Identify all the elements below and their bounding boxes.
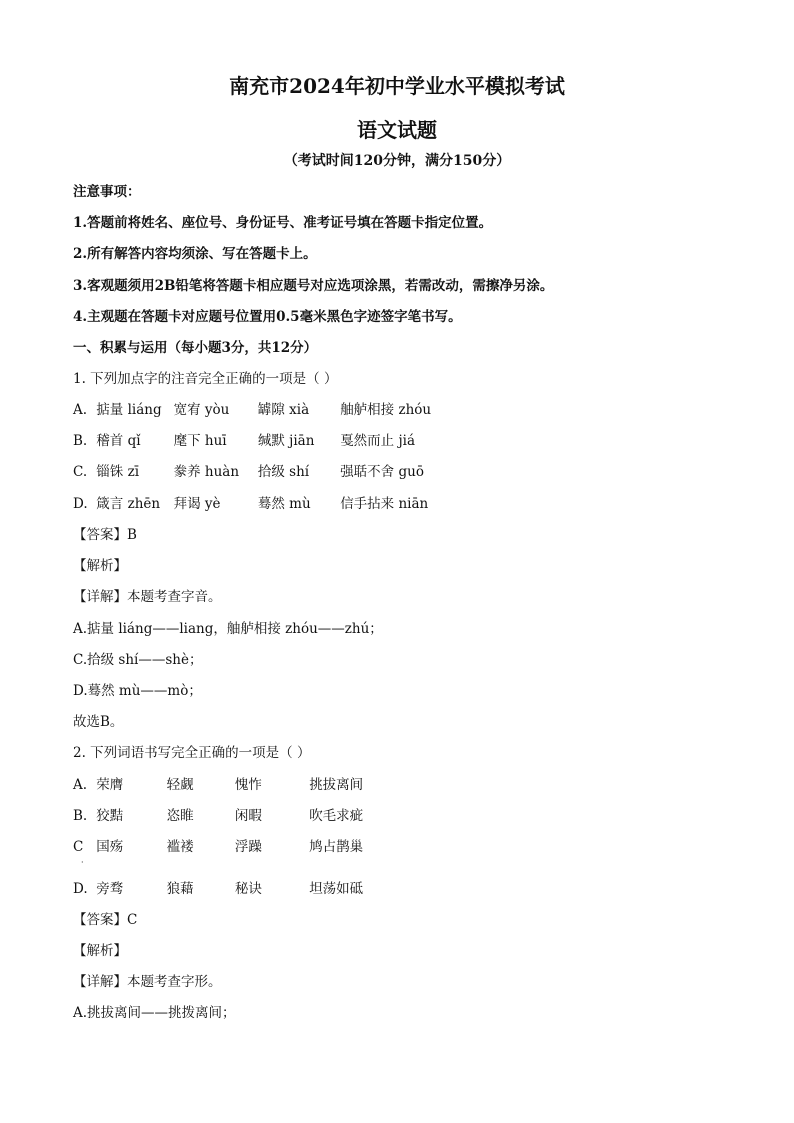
note-text: D.蓦然 mù——mò；: [73, 683, 202, 699]
option-row: [73, 495, 428, 513]
analysis-label: 【解析】: [73, 558, 127, 574]
option-row: [73, 838, 363, 856]
question-stem: 1. 下列加点字的注音完全正确的一项是（ ）: [73, 371, 338, 387]
option-word: 宽宥 yòu: [173, 402, 230, 418]
section-heading: 一、积累与运用（每小题3分，共12分）: [73, 340, 318, 356]
option-word: 恣睢: [166, 808, 194, 824]
option-word: 拜谒 yè: [173, 496, 221, 512]
option-key: A.: [73, 402, 88, 418]
option-row: [73, 776, 363, 794]
option-row: [73, 401, 431, 419]
option-word: 吹毛求疵: [309, 808, 364, 824]
question-stem: 2. 下列词语书写完全正确的一项是（ ）: [73, 745, 311, 761]
option-word: 狡黠: [96, 808, 124, 824]
option-word: 挑拔离间: [309, 777, 364, 793]
notice-item: 3.客观题须用2B铅笔将答题卡相应题号对应选项涂黑，若需改动，需擦净另涂。: [73, 278, 554, 294]
option-word: 褴褛: [166, 839, 194, 855]
option-word: 罅隙 xià: [257, 402, 310, 418]
option-word: 稽首 qǐ: [96, 433, 141, 449]
option-key: D.: [73, 496, 88, 512]
option-word: 狼藉: [166, 881, 194, 897]
notice-heading: 注意事项：: [73, 184, 141, 200]
option-key: A.: [73, 777, 88, 793]
option-key: D.: [73, 881, 88, 897]
option-word: 掂量 liáng: [96, 402, 162, 418]
option-word: 闲暇: [234, 808, 262, 824]
option-word: 国殇: [96, 839, 124, 855]
conclusion-text: 故选B。: [73, 714, 124, 730]
option-word: 信手拈来 niān: [340, 496, 429, 512]
option-word: 秘诀: [234, 881, 262, 897]
option-word: 拾级 shí: [257, 464, 310, 480]
option-key: C.: [73, 464, 88, 480]
option-key: C: [73, 839, 84, 855]
option-word: 舳舻相接 zhóu: [340, 402, 432, 418]
option-word: 浮躁: [234, 839, 262, 855]
notice-item: 2.所有解答内容均须涂、写在答题卡上。: [73, 246, 317, 262]
detail-text: 【详解】本题考查字形。: [73, 974, 222, 990]
option-word: 坦荡如砥: [309, 881, 364, 897]
option-row: [73, 807, 363, 825]
analysis-label: 【解析】: [73, 943, 127, 959]
option-word: 强聒不舍 guō: [340, 464, 424, 480]
note-text: C.拾级 shí——shè；: [73, 652, 203, 668]
option-word: 箴言 zhēn: [96, 496, 161, 512]
exam-title: 南充市2024年初中学业水平模拟考试: [229, 74, 565, 98]
exam-info: （考试时间120分钟，满分150分）: [283, 153, 511, 169]
note-text: A.挑拔离间——挑拨离间；: [73, 1005, 236, 1021]
option-key: B.: [73, 433, 88, 449]
option-row: [73, 463, 424, 481]
detail-text: 【详解】本题考查字音。: [73, 589, 222, 605]
option-row: [73, 432, 415, 450]
option-word: 缄默 jiān: [257, 433, 315, 449]
exam-subject: 语文试题: [357, 118, 437, 142]
option-word: 豢养 huàn: [173, 464, 240, 480]
option-word: 麾下 huī: [173, 433, 227, 449]
notice-item: 4.主观题在答题卡对应题号位置用0.5毫米黑色字迹签字笔书写。: [73, 309, 462, 325]
answer-label: 【答案】C: [73, 912, 138, 928]
option-word: 锱铢 zī: [96, 464, 140, 480]
notice-item: 1.答题前将姓名、座位号、身份证号、准考证号填在答题卡指定位置。: [73, 215, 493, 231]
note-text: A.掂量 liáng——liang，舳舻相接 zhóu——zhú；: [73, 621, 383, 637]
option-row: [73, 880, 363, 898]
option-word: 轻觑: [166, 777, 194, 793]
option-word: 荣膺: [96, 777, 124, 793]
dot-mark: ·: [81, 858, 84, 867]
option-word: 旁骛: [96, 881, 124, 897]
option-word: 愧怍: [234, 777, 262, 793]
answer-label: 【答案】B: [73, 527, 137, 543]
option-word: 蓦然 mù: [257, 496, 311, 512]
option-word: 戛然而止 jiá: [340, 433, 416, 449]
option-word: 鸠占鹊巢: [309, 839, 364, 855]
option-key: B.: [73, 808, 88, 824]
